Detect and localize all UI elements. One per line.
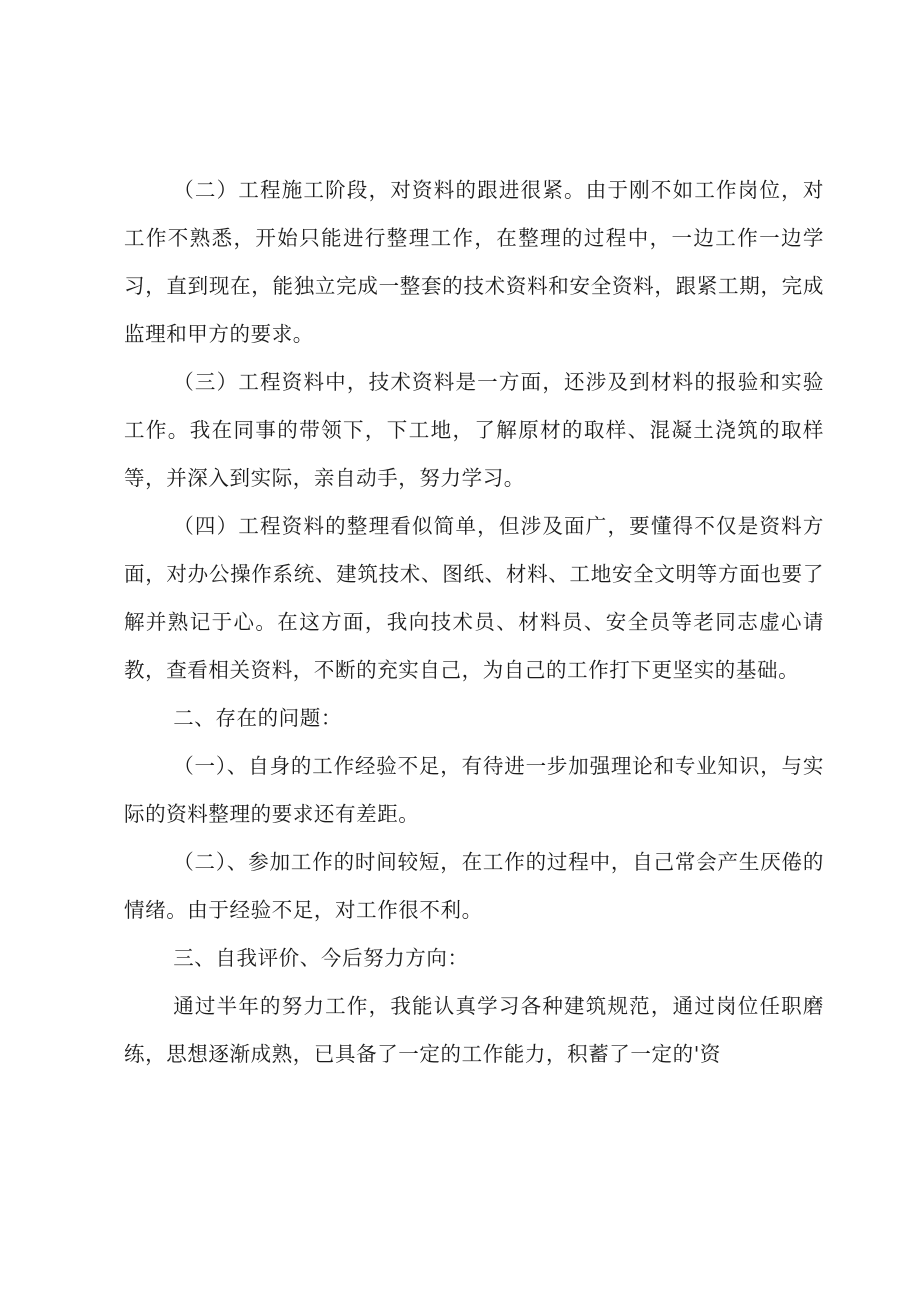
section-heading-self-evaluation: 三、自我评价、今后努力方向： [173,946,469,970]
paragraph-2: （三）工程资料中，技术资料是一方面，还涉及到材料的报验和实验工作。我在同事的带领下，下工地，了解原材的取样、混凝土浇筑的取样等，并深入到实际，亲自动手，努力学习。 [124,370,824,490]
document-body [124,166,824,1078]
paragraph-8: 通过半年的努力工作，我能认真学习各种建筑规范，通过岗位任职磨练，思想逐渐成熟，已具备了一定的工作能力，积蓄了一定的'资 [124,994,824,1066]
paragraph-6: （二）、参加工作的时间较短，在工作的过程中，自己常会产生厌倦的情绪。由于经验不足，对工作很不利。 [124,850,824,922]
paragraph-1: （二）工程施工阶段，对资料的跟进很紧。由于刚不如工作岗位，对工作不熟悉，开始只能进行整理工作，在整理的过程中，一边工作一边学习，直到现在，能独立完成一整套的技术资料和安全资料，跟紧工期，完成监理和甲方的要求。 [124,178,824,346]
paragraph-3: （四）工程资料的整理看似简单，但涉及面广，要懂得不仅是资料方面，对办公操作系统、建筑技术、图纸、材料、工地安全文明等方面也要了解并熟记于心。在这方面，我向技术员、材料员、安全员等老同志虚心请教，查看相关资料，不断的充实自己，为自己的工作打下更坚实的基础。 [124,514,824,682]
section-heading-problems: 二、存在的问题： [173,706,342,730]
paragraph-5: （一）、自身的工作经验不足，有待进一步加强理论和专业知识，与实际的资料整理的要求还有差距。 [124,754,824,826]
